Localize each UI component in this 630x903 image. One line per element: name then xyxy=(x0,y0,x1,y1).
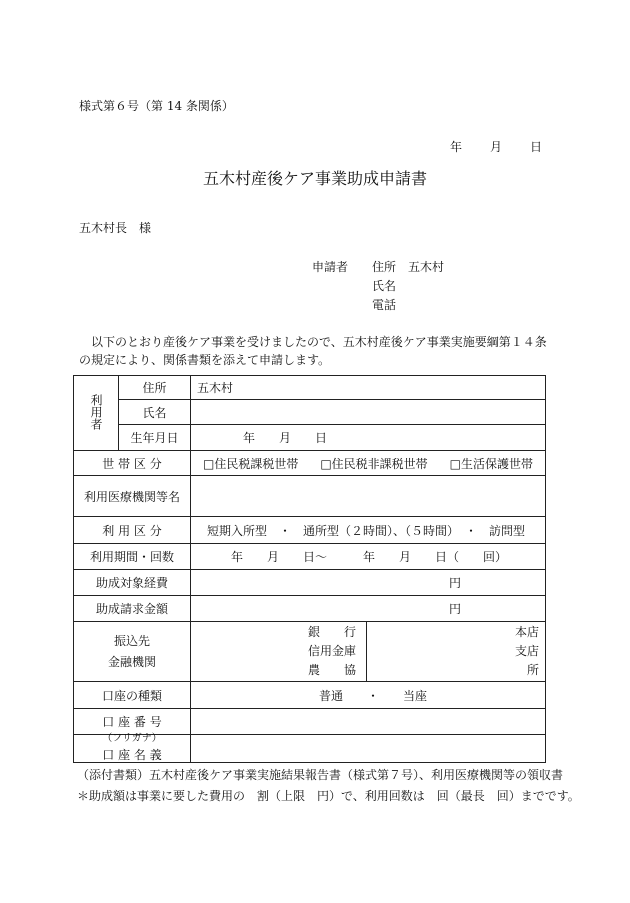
household-option-nontaxable[interactable]: □住民税非課税世帯 xyxy=(320,456,428,471)
applicant-label: 申請者 xyxy=(312,260,349,274)
account-number-value[interactable] xyxy=(191,709,546,735)
subsidy-note: ＊助成額は事業に要した費用の 割（上限 円）で、利用回数は 回（最長 回）までです。 xyxy=(77,789,580,803)
request-value[interactable]: 円 xyxy=(191,596,546,622)
birth-value[interactable]: 年 月 日 xyxy=(191,425,546,451)
date-month: 月 xyxy=(490,140,503,154)
branch-type-office: 所 xyxy=(527,663,540,677)
household-options xyxy=(191,451,546,476)
period-value[interactable]: 年 月 日～ 年 月 日（ 回） xyxy=(191,544,546,570)
bank-type-bank: 銀 行 xyxy=(307,625,356,639)
facility-label: 利用医療機関等名 xyxy=(74,476,191,517)
request-label: 助成請求金額 xyxy=(74,596,191,622)
intro-line-1: 以下のとおり産後ケア事業を受けましたので、五木村産後ケア事業実施要綱第１４条 xyxy=(91,335,547,349)
account-name-value[interactable] xyxy=(191,735,546,763)
bank-type-ja: 農 協 xyxy=(307,663,356,677)
facility-value[interactable] xyxy=(191,476,546,517)
household-option-welfare[interactable]: □生活保護世帯 xyxy=(449,456,533,471)
addressee: 五木村長 様 xyxy=(79,221,152,235)
furigana-label: （フリガナ） xyxy=(102,733,162,744)
applicant-address-value: 五木村 xyxy=(408,260,445,274)
form-number: 様式第６号（第 14 条関係） xyxy=(79,99,234,113)
user-group-label: 利用者 xyxy=(89,393,103,430)
branch-type-head: 本店 xyxy=(515,625,540,639)
application-table xyxy=(73,375,546,763)
account-number-label: 口 座 番 号 xyxy=(74,709,191,735)
applicant-phone-label: 電話 xyxy=(372,298,397,312)
date-line xyxy=(450,138,542,155)
branch-type-cell[interactable] xyxy=(367,622,546,682)
name-label: 氏名 xyxy=(119,400,191,425)
birth-label: 生年月日 xyxy=(119,425,191,451)
household-option-taxable[interactable]: □住民税課税世帯 xyxy=(203,456,299,471)
account-type-value[interactable]: 普通 ・ 当座 xyxy=(191,682,546,709)
bank-type-shinkin: 信用金庫 xyxy=(307,644,356,658)
account-name-label-cell xyxy=(74,735,191,763)
cost-value[interactable]: 円 xyxy=(191,570,546,596)
applicant-block xyxy=(312,258,444,315)
intro-paragraph xyxy=(79,333,547,369)
period-label: 利用期間・回数 xyxy=(74,544,191,570)
name-value[interactable] xyxy=(191,400,546,425)
applicant-name-label: 氏名 xyxy=(372,279,397,293)
user-group-cell xyxy=(74,376,119,451)
bank-type-cell[interactable] xyxy=(191,622,367,682)
date-year: 年 xyxy=(450,140,463,154)
date-day: 日 xyxy=(530,140,543,154)
usage-type-value[interactable]: 短期入所型 ・ 通所型（２時間）、（５時間） ・ 訪問型 xyxy=(191,517,546,544)
attachments-note: （添付書類）五木村産後ケア事業実施結果報告書（様式第７号）、利用医療機関等の領収書 xyxy=(77,768,564,782)
branch-type-branch: 支店 xyxy=(515,644,540,658)
account-name-label: 口 座 名 義 xyxy=(102,748,162,762)
applicant-address-label: 住所 xyxy=(372,260,397,274)
bank-label-line-2: 金融機関 xyxy=(107,654,156,669)
usage-type-label: 利 用 区 分 xyxy=(74,517,191,544)
bank-label xyxy=(74,622,191,682)
cost-label: 助成対象経費 xyxy=(74,570,191,596)
intro-line-2: の規定により、関係書類を添えて申請します。 xyxy=(79,353,331,367)
bank-label-line-1: 振込先 xyxy=(113,633,150,648)
address-label: 住所 xyxy=(119,376,191,400)
address-value: 五木村 xyxy=(191,376,546,400)
account-type-label: 口座の種類 xyxy=(74,682,191,709)
document-title: 五木村産後ケア事業助成申請書 xyxy=(202,169,427,188)
household-label: 世 帯 区 分 xyxy=(74,451,191,476)
